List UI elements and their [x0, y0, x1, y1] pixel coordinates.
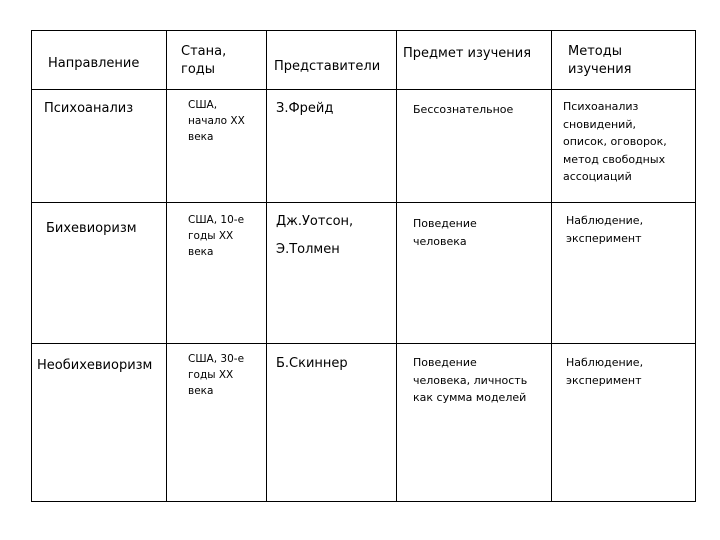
- header-subject: Предмет изучения: [403, 46, 532, 61]
- row1-country-line: века: [188, 130, 214, 143]
- row2-subject-line: Поведение: [413, 217, 477, 230]
- row3-methods-line: Наблюдение,: [566, 356, 644, 369]
- header-representatives: Представители: [274, 59, 381, 74]
- header-methods-line1: Методы: [568, 44, 622, 59]
- row2-representative: Э.Толмен: [276, 241, 340, 257]
- row1-methods-line: метод свободных: [563, 152, 666, 166]
- row1-direction: Психоанализ: [44, 101, 134, 116]
- row3-methods-line: эксперимент: [566, 373, 642, 387]
- row1-subject: [413, 101, 513, 119]
- header-methods-line2: изучения: [568, 61, 632, 77]
- row3-country-line: США, 30-е: [188, 353, 245, 365]
- row3-subject: [413, 354, 527, 407]
- column-divider: [266, 31, 267, 501]
- row3-methods: [566, 354, 643, 389]
- psychology-directions-table: [31, 30, 696, 502]
- row3-subject-line: человека, личность: [413, 373, 528, 387]
- row2-direction: Бихевиоризм: [46, 221, 137, 236]
- row3-representatives: [276, 355, 348, 373]
- row1-country-line: начало XX: [188, 114, 245, 127]
- header-methods: [568, 43, 632, 78]
- row1-methods: [563, 98, 667, 186]
- header-direction: Направление: [48, 56, 140, 71]
- row1-methods-line: описок, оговорок,: [563, 135, 667, 149]
- row1-subject-line: Бессознательное: [413, 103, 514, 116]
- column-divider: [551, 31, 552, 501]
- row1-methods-line: Психоанализ: [563, 100, 639, 113]
- row2-representative: Дж.Уотсон,: [276, 214, 354, 229]
- row2-country-line: США, 10-е: [188, 214, 245, 226]
- row-divider: [32, 343, 695, 344]
- row3-direction: Необихевиоризм: [37, 358, 153, 373]
- column-divider: [396, 31, 397, 501]
- row1-country: [188, 98, 245, 145]
- row1-methods-line: сновидений,: [563, 117, 636, 131]
- row2-subject: [413, 215, 477, 250]
- row3-subject-line: Поведение: [413, 356, 477, 369]
- row2-country-line: века: [188, 245, 214, 258]
- row-divider: [32, 202, 695, 203]
- row2-methods: [566, 212, 643, 247]
- row1-methods-line: ассоциаций: [563, 170, 632, 184]
- row2-methods-line: эксперимент: [566, 231, 642, 245]
- row-divider: [32, 89, 695, 90]
- column-divider: [166, 31, 167, 501]
- row2-representatives: [276, 213, 353, 258]
- row3-subject-line: как сумма моделей: [413, 391, 527, 405]
- row1-country-line: США,: [188, 99, 218, 111]
- row2-country: [188, 213, 244, 260]
- row3-country-line: годы XX: [188, 368, 234, 381]
- row2-country-line: годы XX: [188, 229, 234, 242]
- row3-country-line: века: [188, 384, 214, 397]
- row1-representative: З.Фрейд: [276, 101, 334, 116]
- row3-country: [188, 352, 244, 399]
- header-country-line1: Стана,: [181, 44, 227, 59]
- header-country: [181, 43, 226, 78]
- header-country-line2: годы: [181, 61, 216, 77]
- row2-methods-line: Наблюдение,: [566, 214, 644, 227]
- row3-representative: Б.Скиннер: [276, 356, 348, 371]
- row1-representatives: [276, 100, 333, 118]
- row2-subject-line: человека: [413, 234, 467, 248]
